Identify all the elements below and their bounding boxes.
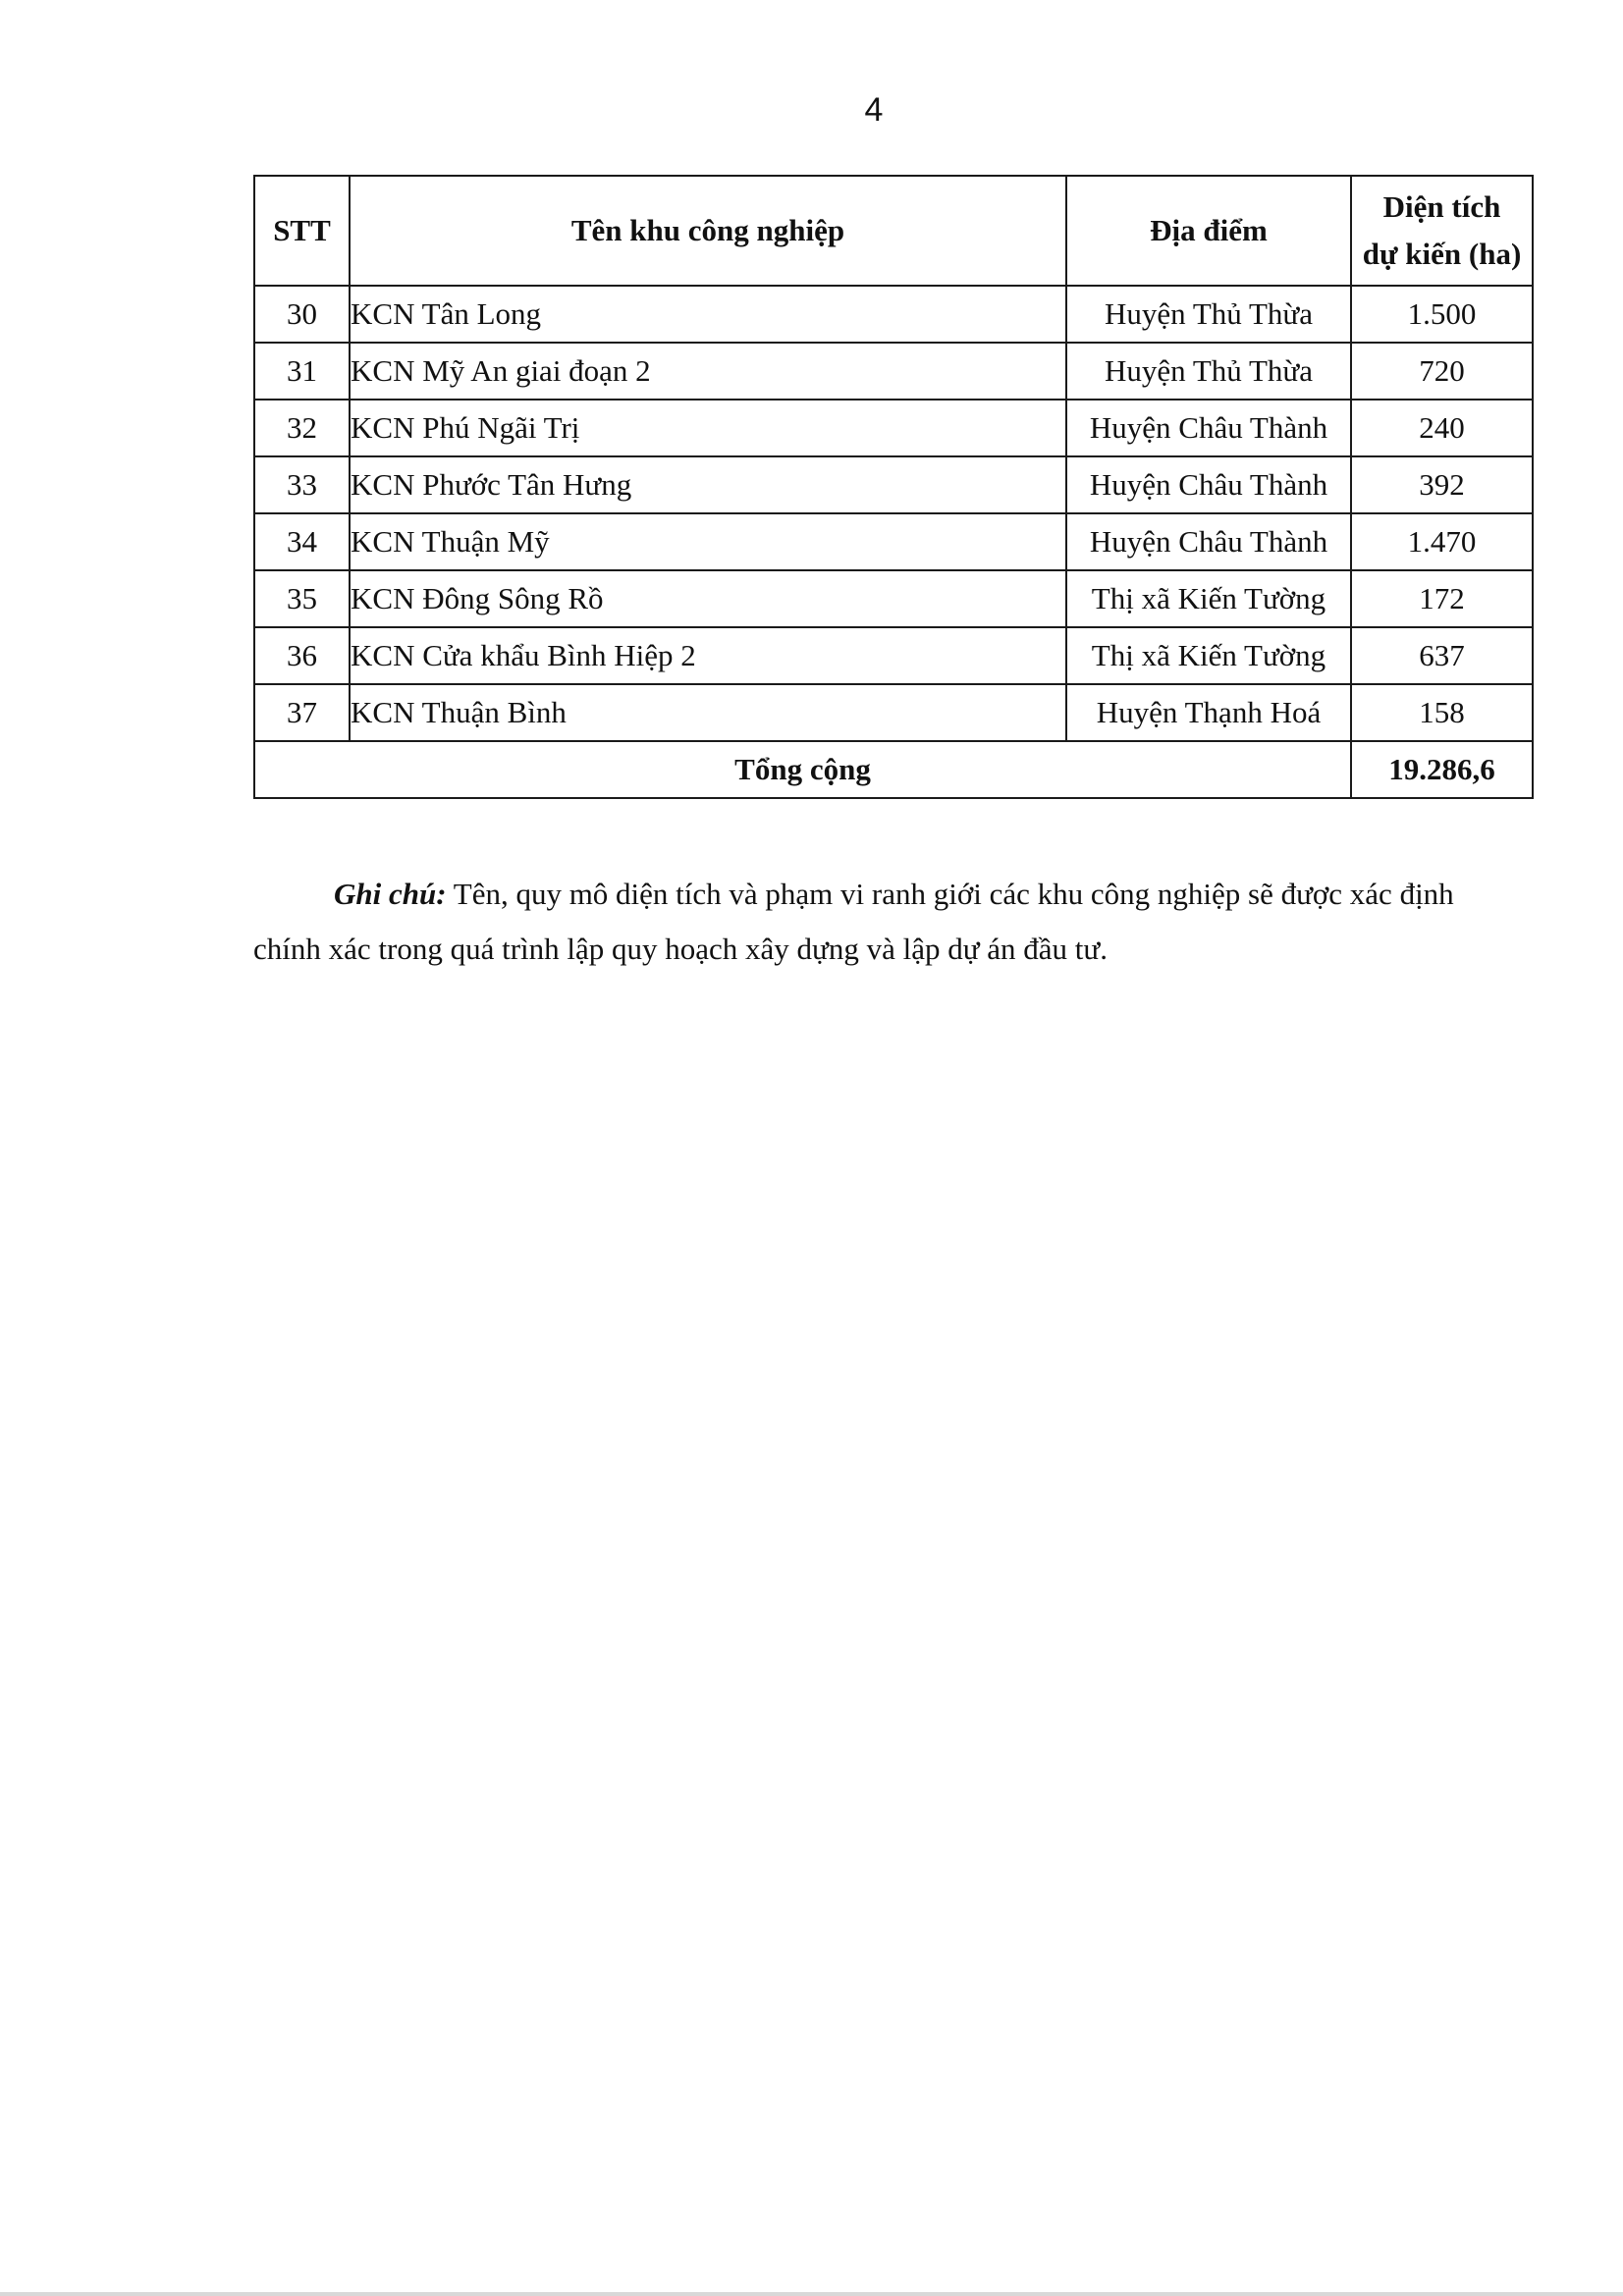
table-row bbox=[254, 684, 1533, 741]
row-stt: 36 bbox=[254, 627, 350, 684]
row-area: 1.500 bbox=[1351, 286, 1533, 343]
row-name: KCN Thuận Bình bbox=[350, 684, 1066, 741]
row-stt: 33 bbox=[254, 456, 350, 513]
row-name: KCN Phước Tân Hưng bbox=[350, 456, 1066, 513]
note-text: Tên, quy mô diện tích và phạm vi ranh giới các khu công nghiệp sẽ được xác định chính xác trong quá trình lập quy hoạch xây dựng và lập dự án đầu tư. bbox=[253, 877, 1454, 966]
row-location: Thị xã Kiến Tường bbox=[1066, 570, 1351, 627]
header-stt: STT bbox=[254, 176, 350, 286]
row-area: 720 bbox=[1351, 343, 1533, 400]
note-label: Ghi chú: bbox=[334, 877, 447, 911]
total-label: Tổng cộng bbox=[254, 741, 1351, 798]
total-value: 19.286,6 bbox=[1351, 741, 1533, 798]
industrial-zones-table bbox=[253, 175, 1534, 799]
row-name: KCN Mỹ An giai đoạn 2 bbox=[350, 343, 1066, 400]
row-stt: 32 bbox=[254, 400, 350, 456]
row-location: Huyện Châu Thành bbox=[1066, 513, 1351, 570]
row-location: Thị xã Kiến Tường bbox=[1066, 627, 1351, 684]
row-area: 637 bbox=[1351, 627, 1533, 684]
page-number: 4 bbox=[864, 91, 884, 129]
header-area bbox=[1351, 176, 1533, 286]
note-paragraph bbox=[253, 867, 1520, 977]
row-stt: 34 bbox=[254, 513, 350, 570]
header-name: Tên khu công nghiệp bbox=[350, 176, 1066, 286]
table-row bbox=[254, 456, 1533, 513]
row-stt: 35 bbox=[254, 570, 350, 627]
row-area: 158 bbox=[1351, 684, 1533, 741]
row-location: Huyện Thạnh Hoá bbox=[1066, 684, 1351, 741]
row-location: Huyện Châu Thành bbox=[1066, 456, 1351, 513]
header-area-line2: dự kiến (ha) bbox=[1362, 237, 1522, 271]
row-name: KCN Thuận Mỹ bbox=[350, 513, 1066, 570]
header-location: Địa điểm bbox=[1066, 176, 1351, 286]
table-row bbox=[254, 513, 1533, 570]
row-name: KCN Cửa khẩu Bình Hiệp 2 bbox=[350, 627, 1066, 684]
table-row bbox=[254, 286, 1533, 343]
scan-edge-divider bbox=[0, 2292, 1623, 2296]
row-stt: 37 bbox=[254, 684, 350, 741]
table-header-row bbox=[254, 176, 1533, 286]
row-area: 172 bbox=[1351, 570, 1533, 627]
row-location: Huyện Châu Thành bbox=[1066, 400, 1351, 456]
table-row bbox=[254, 570, 1533, 627]
total-row bbox=[254, 741, 1533, 798]
row-location: Huyện Thủ Thừa bbox=[1066, 286, 1351, 343]
row-stt: 31 bbox=[254, 343, 350, 400]
row-area: 392 bbox=[1351, 456, 1533, 513]
table-row bbox=[254, 343, 1533, 400]
industrial-zones-table-wrapper bbox=[253, 175, 1532, 799]
row-stt: 30 bbox=[254, 286, 350, 343]
row-name: KCN Phú Ngãi Trị bbox=[350, 400, 1066, 456]
row-name: KCN Đông Sông Rồ bbox=[350, 570, 1066, 627]
table-row bbox=[254, 627, 1533, 684]
row-area: 240 bbox=[1351, 400, 1533, 456]
row-location: Huyện Thủ Thừa bbox=[1066, 343, 1351, 400]
row-name: KCN Tân Long bbox=[350, 286, 1066, 343]
table-row bbox=[254, 400, 1533, 456]
header-area-line1: Diện tích bbox=[1382, 189, 1501, 224]
row-area: 1.470 bbox=[1351, 513, 1533, 570]
